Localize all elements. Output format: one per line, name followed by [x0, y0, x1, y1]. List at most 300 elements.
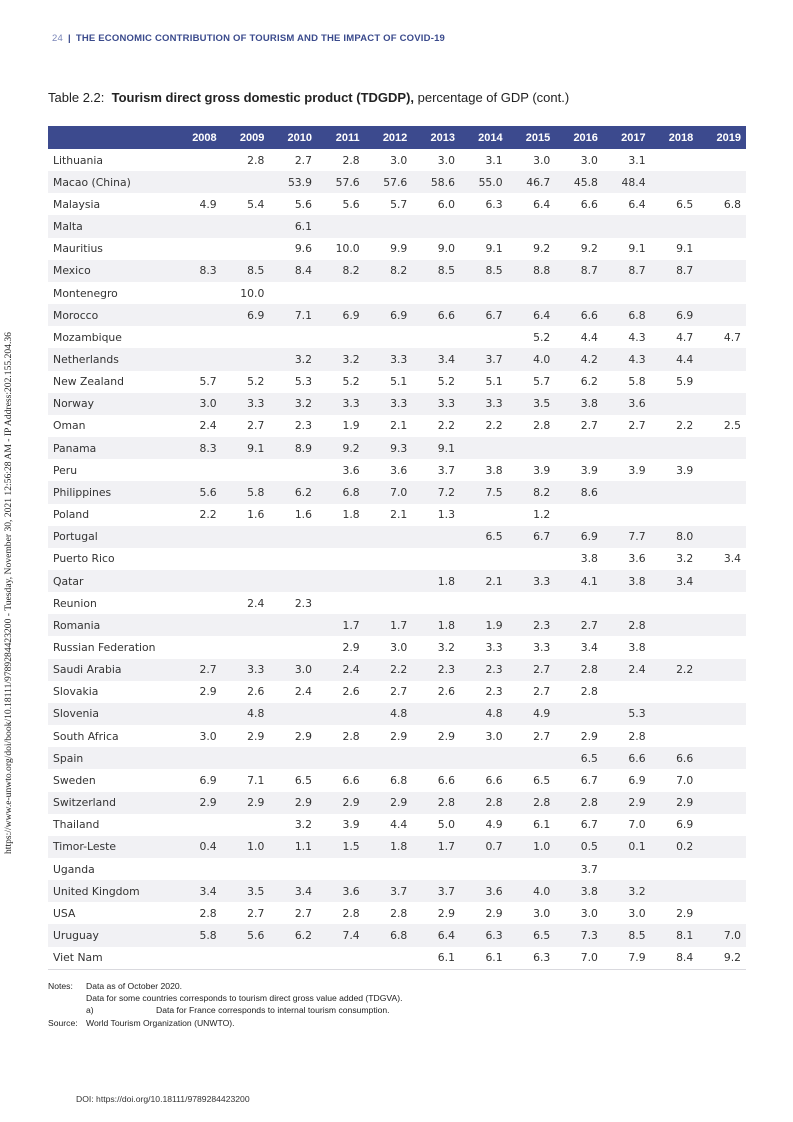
- value-cell: [317, 703, 365, 725]
- header-title: THE ECONOMIC CONTRIBUTION OF TOURISM AND THE IMPACT OF COVID-19: [75, 33, 446, 44]
- value-cell: [603, 437, 651, 459]
- country-cell: Mozambique: [48, 326, 174, 348]
- value-cell: 8.7: [555, 260, 603, 282]
- value-cell: [222, 614, 270, 636]
- country-cell: Qatar: [48, 570, 174, 592]
- value-cell: 4.1: [555, 570, 603, 592]
- value-cell: [412, 703, 460, 725]
- value-cell: 3.4: [174, 880, 222, 902]
- value-cell: [460, 215, 508, 237]
- value-cell: 8.2: [317, 260, 365, 282]
- country-cell: New Zealand: [48, 371, 174, 393]
- value-cell: [460, 747, 508, 769]
- value-cell: [698, 792, 746, 814]
- table-row: [48, 215, 746, 237]
- value-cell: 48.4: [603, 171, 651, 193]
- value-cell: 1.6: [269, 504, 317, 526]
- value-cell: 45.8: [555, 171, 603, 193]
- value-cell: 6.8: [698, 193, 746, 215]
- value-cell: 4.4: [651, 348, 699, 370]
- value-cell: 3.3: [460, 393, 508, 415]
- value-cell: 3.7: [460, 348, 508, 370]
- value-cell: [412, 326, 460, 348]
- value-cell: 2.2: [412, 415, 460, 437]
- value-cell: 9.1: [651, 238, 699, 260]
- column-header-year: 2013: [412, 126, 460, 149]
- value-cell: 3.9: [651, 459, 699, 481]
- table-row: [48, 260, 746, 282]
- country-cell: Viet Nam: [48, 947, 174, 970]
- value-cell: 2.1: [365, 415, 413, 437]
- value-cell: 5.6: [317, 193, 365, 215]
- value-cell: 2.3: [508, 614, 556, 636]
- value-cell: 2.1: [365, 504, 413, 526]
- value-cell: 3.3: [365, 393, 413, 415]
- value-cell: [269, 326, 317, 348]
- value-cell: [174, 747, 222, 769]
- value-cell: 3.1: [603, 149, 651, 171]
- value-cell: 6.2: [269, 924, 317, 946]
- value-cell: [222, 548, 270, 570]
- value-cell: [365, 215, 413, 237]
- value-cell: 2.8: [508, 415, 556, 437]
- value-cell: [508, 215, 556, 237]
- table-row: [48, 636, 746, 658]
- value-cell: [174, 614, 222, 636]
- value-cell: [365, 282, 413, 304]
- table-row: [48, 924, 746, 946]
- value-cell: [651, 215, 699, 237]
- value-cell: [698, 880, 746, 902]
- value-cell: 6.2: [555, 371, 603, 393]
- country-cell: Switzerland: [48, 792, 174, 814]
- table-row: [48, 437, 746, 459]
- doi-footer: DOI: https://doi.org/10.18111/9789284423200: [76, 1094, 250, 1104]
- tdgdp-table: [48, 126, 746, 970]
- value-cell: 2.8: [317, 725, 365, 747]
- value-cell: 2.9: [412, 902, 460, 924]
- value-cell: [174, 238, 222, 260]
- table-row: [48, 459, 746, 481]
- value-cell: 2.9: [269, 725, 317, 747]
- value-cell: 6.4: [603, 193, 651, 215]
- value-cell: 2.4: [269, 681, 317, 703]
- value-cell: 1.7: [317, 614, 365, 636]
- value-cell: 2.2: [365, 659, 413, 681]
- value-cell: 2.3: [460, 681, 508, 703]
- column-header-country: [48, 126, 174, 149]
- value-cell: 3.5: [508, 393, 556, 415]
- value-cell: 3.6: [365, 459, 413, 481]
- value-cell: 4.4: [365, 814, 413, 836]
- value-cell: 9.2: [317, 437, 365, 459]
- table-row: [48, 880, 746, 902]
- value-cell: 6.9: [651, 304, 699, 326]
- value-cell: 4.0: [508, 880, 556, 902]
- value-cell: [174, 304, 222, 326]
- value-cell: [698, 215, 746, 237]
- value-cell: 6.8: [317, 481, 365, 503]
- value-cell: 2.6: [222, 681, 270, 703]
- value-cell: 3.8: [460, 459, 508, 481]
- value-cell: 4.7: [698, 326, 746, 348]
- value-cell: [555, 437, 603, 459]
- value-cell: [174, 570, 222, 592]
- value-cell: 46.7: [508, 171, 556, 193]
- table-header-row: [48, 126, 746, 149]
- value-cell: 58.6: [412, 171, 460, 193]
- value-cell: 6.6: [317, 769, 365, 791]
- table-row: [48, 371, 746, 393]
- value-cell: 3.5: [222, 880, 270, 902]
- value-cell: 6.9: [365, 304, 413, 326]
- value-cell: 2.9: [412, 725, 460, 747]
- value-cell: [651, 725, 699, 747]
- value-cell: [698, 504, 746, 526]
- value-cell: 8.5: [460, 260, 508, 282]
- value-cell: [269, 459, 317, 481]
- value-cell: 5.9: [651, 371, 699, 393]
- value-cell: [603, 504, 651, 526]
- table-row: [48, 614, 746, 636]
- value-cell: 6.8: [365, 924, 413, 946]
- value-cell: 5.8: [174, 924, 222, 946]
- country-cell: Russian Federation: [48, 636, 174, 658]
- value-cell: 1.1: [269, 836, 317, 858]
- country-cell: United Kingdom: [48, 880, 174, 902]
- value-cell: 3.4: [269, 880, 317, 902]
- value-cell: 3.0: [174, 393, 222, 415]
- value-cell: 3.9: [508, 459, 556, 481]
- value-cell: 3.6: [317, 459, 365, 481]
- country-cell: Uganda: [48, 858, 174, 880]
- value-cell: 4.0: [508, 348, 556, 370]
- value-cell: 6.5: [269, 769, 317, 791]
- value-cell: 2.8: [222, 149, 270, 171]
- table-row: [48, 947, 746, 970]
- value-cell: [317, 747, 365, 769]
- value-cell: 2.2: [174, 504, 222, 526]
- value-cell: [651, 614, 699, 636]
- column-header-year: 2017: [603, 126, 651, 149]
- value-cell: [460, 437, 508, 459]
- value-cell: 1.8: [365, 836, 413, 858]
- value-cell: 3.3: [365, 348, 413, 370]
- value-cell: 2.9: [174, 681, 222, 703]
- value-cell: 3.0: [460, 725, 508, 747]
- value-cell: 57.6: [317, 171, 365, 193]
- value-cell: 7.1: [222, 769, 270, 791]
- value-cell: 2.6: [317, 681, 365, 703]
- value-cell: 3.2: [269, 348, 317, 370]
- country-cell: USA: [48, 902, 174, 924]
- value-cell: 4.3: [603, 326, 651, 348]
- value-cell: [317, 592, 365, 614]
- value-cell: 2.8: [317, 149, 365, 171]
- value-cell: [222, 858, 270, 880]
- value-cell: [317, 858, 365, 880]
- value-cell: [698, 836, 746, 858]
- value-cell: [269, 747, 317, 769]
- value-cell: [174, 636, 222, 658]
- value-cell: [555, 703, 603, 725]
- value-cell: [603, 681, 651, 703]
- value-cell: [698, 769, 746, 791]
- value-cell: [698, 304, 746, 326]
- value-cell: 3.3: [508, 570, 556, 592]
- value-cell: 3.0: [269, 659, 317, 681]
- value-cell: [698, 526, 746, 548]
- value-cell: 9.0: [412, 238, 460, 260]
- value-cell: 3.0: [555, 149, 603, 171]
- value-cell: [698, 238, 746, 260]
- value-cell: 6.4: [508, 304, 556, 326]
- table-row: [48, 393, 746, 415]
- value-cell: [508, 747, 556, 769]
- value-cell: [317, 526, 365, 548]
- value-cell: [698, 348, 746, 370]
- value-cell: [222, 348, 270, 370]
- value-cell: 2.7: [508, 681, 556, 703]
- value-cell: 3.0: [365, 636, 413, 658]
- value-cell: 6.3: [508, 947, 556, 970]
- value-cell: [222, 747, 270, 769]
- value-cell: [603, 215, 651, 237]
- value-cell: 1.0: [508, 836, 556, 858]
- value-cell: [365, 592, 413, 614]
- value-cell: 6.6: [412, 769, 460, 791]
- table-notes: [48, 980, 403, 1029]
- value-cell: [365, 947, 413, 970]
- value-cell: 3.7: [412, 880, 460, 902]
- value-cell: [365, 747, 413, 769]
- value-cell: [412, 526, 460, 548]
- value-cell: [460, 592, 508, 614]
- value-cell: 5.2: [222, 371, 270, 393]
- value-cell: 3.6: [603, 548, 651, 570]
- country-cell: Macao (China): [48, 171, 174, 193]
- value-cell: 5.1: [460, 371, 508, 393]
- value-cell: [555, 504, 603, 526]
- value-cell: 6.6: [555, 193, 603, 215]
- value-cell: 3.2: [269, 393, 317, 415]
- value-cell: 3.0: [174, 725, 222, 747]
- value-cell: [269, 636, 317, 658]
- value-cell: 3.4: [698, 548, 746, 570]
- value-cell: [269, 858, 317, 880]
- table-row: [48, 304, 746, 326]
- value-cell: 4.8: [222, 703, 270, 725]
- value-cell: 10.0: [222, 282, 270, 304]
- column-header-year: 2010: [269, 126, 317, 149]
- note-3: Data for France corresponds to internal tourism consumption.: [156, 1005, 390, 1016]
- value-cell: 6.5: [460, 526, 508, 548]
- value-cell: 4.4: [555, 326, 603, 348]
- value-cell: 3.3: [460, 636, 508, 658]
- source-text: World Tourism Organization (UNWTO).: [86, 1017, 235, 1028]
- value-cell: 7.2: [412, 481, 460, 503]
- value-cell: 1.7: [365, 614, 413, 636]
- value-cell: 3.3: [412, 393, 460, 415]
- value-cell: 9.2: [508, 238, 556, 260]
- value-cell: 8.5: [222, 260, 270, 282]
- value-cell: 7.0: [603, 814, 651, 836]
- value-cell: 8.3: [174, 437, 222, 459]
- value-cell: 1.6: [222, 504, 270, 526]
- value-cell: 5.8: [603, 371, 651, 393]
- value-cell: [698, 171, 746, 193]
- value-cell: [603, 592, 651, 614]
- value-cell: 5.4: [222, 193, 270, 215]
- value-cell: 3.8: [555, 393, 603, 415]
- value-cell: 8.6: [555, 481, 603, 503]
- value-cell: 6.6: [603, 747, 651, 769]
- value-cell: [698, 393, 746, 415]
- value-cell: 4.9: [174, 193, 222, 215]
- value-cell: [555, 592, 603, 614]
- value-cell: 2.9: [555, 725, 603, 747]
- value-cell: 9.2: [698, 947, 746, 970]
- table-row: [48, 238, 746, 260]
- value-cell: [412, 592, 460, 614]
- value-cell: 3.7: [365, 880, 413, 902]
- value-cell: 7.1: [269, 304, 317, 326]
- value-cell: 53.9: [269, 171, 317, 193]
- value-cell: [603, 481, 651, 503]
- value-cell: 3.2: [269, 814, 317, 836]
- value-cell: 6.7: [508, 526, 556, 548]
- value-cell: 2.8: [555, 681, 603, 703]
- table-caption: [48, 90, 569, 105]
- value-cell: 3.9: [555, 459, 603, 481]
- value-cell: 3.8: [603, 636, 651, 658]
- value-cell: [460, 504, 508, 526]
- value-cell: [174, 215, 222, 237]
- value-cell: 0.5: [555, 836, 603, 858]
- table-row: [48, 792, 746, 814]
- country-cell: Peru: [48, 459, 174, 481]
- note-1: Data as of October 2020.: [86, 981, 183, 991]
- value-cell: [222, 814, 270, 836]
- value-cell: [651, 592, 699, 614]
- table-row: [48, 703, 746, 725]
- table-row: [48, 326, 746, 348]
- value-cell: 9.2: [555, 238, 603, 260]
- value-cell: [698, 858, 746, 880]
- value-cell: 3.3: [508, 636, 556, 658]
- table-row: [48, 681, 746, 703]
- value-cell: [460, 282, 508, 304]
- value-cell: [365, 548, 413, 570]
- value-cell: 3.3: [222, 659, 270, 681]
- value-cell: [698, 659, 746, 681]
- value-cell: 2.9: [365, 792, 413, 814]
- table-row: [48, 814, 746, 836]
- table-body: [48, 149, 746, 969]
- value-cell: 8.2: [365, 260, 413, 282]
- value-cell: [174, 459, 222, 481]
- value-cell: 2.2: [651, 659, 699, 681]
- value-cell: 8.7: [651, 260, 699, 282]
- note-2: Data for some countries corresponds to tourism direct gross value added (TDGVA).: [86, 993, 403, 1004]
- value-cell: [698, 703, 746, 725]
- value-cell: [269, 548, 317, 570]
- value-cell: [508, 437, 556, 459]
- value-cell: 2.9: [651, 902, 699, 924]
- value-cell: 6.1: [508, 814, 556, 836]
- value-cell: 9.6: [269, 238, 317, 260]
- value-cell: 6.4: [412, 924, 460, 946]
- value-cell: [174, 858, 222, 880]
- value-cell: 3.8: [603, 570, 651, 592]
- value-cell: 3.6: [603, 393, 651, 415]
- value-cell: 6.6: [651, 747, 699, 769]
- value-cell: [651, 171, 699, 193]
- column-header-year: 2019: [698, 126, 746, 149]
- value-cell: 6.2: [269, 481, 317, 503]
- note-3-label: a): [86, 1005, 94, 1016]
- value-cell: 2.8: [317, 902, 365, 924]
- value-cell: 7.5: [460, 481, 508, 503]
- value-cell: 2.2: [651, 415, 699, 437]
- country-cell: Romania: [48, 614, 174, 636]
- country-cell: Oman: [48, 415, 174, 437]
- value-cell: 1.0: [222, 836, 270, 858]
- value-cell: [317, 326, 365, 348]
- value-cell: [269, 526, 317, 548]
- value-cell: [508, 592, 556, 614]
- value-cell: 3.6: [460, 880, 508, 902]
- value-cell: [174, 326, 222, 348]
- value-cell: [317, 947, 365, 970]
- value-cell: [698, 459, 746, 481]
- value-cell: [651, 880, 699, 902]
- value-cell: [603, 858, 651, 880]
- page-number: 24: [52, 33, 63, 44]
- column-header-year: 2008: [174, 126, 222, 149]
- value-cell: 2.7: [365, 681, 413, 703]
- value-cell: 2.9: [317, 636, 365, 658]
- value-cell: 2.4: [603, 659, 651, 681]
- value-cell: 6.6: [412, 304, 460, 326]
- caption-cont: (cont.): [532, 90, 570, 105]
- caption-rest: percentage of GDP: [417, 90, 529, 105]
- value-cell: 2.2: [460, 415, 508, 437]
- value-cell: [174, 149, 222, 171]
- value-cell: [698, 902, 746, 924]
- value-cell: [651, 149, 699, 171]
- caption-label: Table 2.2:: [48, 90, 105, 105]
- value-cell: 7.0: [698, 924, 746, 946]
- value-cell: 6.3: [460, 924, 508, 946]
- value-cell: [698, 725, 746, 747]
- value-cell: 8.1: [651, 924, 699, 946]
- value-cell: [698, 149, 746, 171]
- value-cell: 3.0: [603, 902, 651, 924]
- table-row: [48, 415, 746, 437]
- value-cell: 2.9: [603, 792, 651, 814]
- value-cell: [651, 681, 699, 703]
- value-cell: 5.7: [508, 371, 556, 393]
- value-cell: [317, 282, 365, 304]
- value-cell: [651, 858, 699, 880]
- value-cell: [269, 703, 317, 725]
- value-cell: [508, 282, 556, 304]
- value-cell: 2.9: [222, 725, 270, 747]
- value-cell: [412, 215, 460, 237]
- value-cell: 2.9: [174, 792, 222, 814]
- value-cell: 5.2: [317, 371, 365, 393]
